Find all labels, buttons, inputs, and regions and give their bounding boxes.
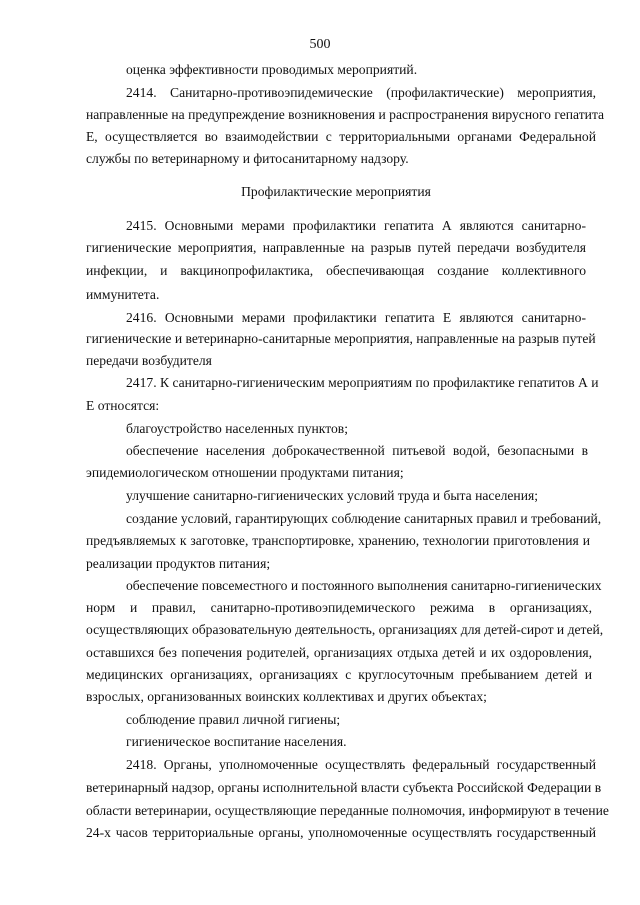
text-line: передачи возбудителя [86, 353, 212, 368]
text-line: осуществляющих образовательную деятельность, организациях для детей-сирот и детей, [86, 622, 604, 637]
text-line: 24-х часов территориальные органы, уполномоченные осуществлять государственный [86, 825, 596, 840]
text-line: оставшихся без попечения родителей, организациях отдыха детей и их оздоровления, [86, 645, 592, 660]
text-line: Е, осуществляется во взаимодействии с территориальными органами Федеральной [86, 129, 596, 144]
section-heading: Профилактические мероприятия [241, 184, 431, 199]
page-number: 500 [309, 37, 331, 52]
text-line: оценка эффективности проводимых мероприятий. [126, 62, 418, 77]
text-line: предъявляемых к заготовке, транспортировке, хранению, технологии приготовления и [86, 533, 590, 548]
text-line: направленные на предупреждение возникновения и распространения вирусного гепатита [86, 107, 605, 122]
text-line: 2418. Органы, уполномоченные осуществлять федеральный государственный [126, 757, 596, 772]
text-line: гигиеническое воспитание населения. [126, 734, 347, 749]
text-line: ветеринарный надзор, органы исполнительной власти субъекта Российской Федерации в [86, 780, 602, 795]
text-line: иммунитета. [86, 287, 160, 302]
text-line: гигиенические и ветеринарно-санитарные мероприятия, направленные на разрыв путей [86, 331, 596, 346]
text-line: гигиенические мероприятия, направленные на разрыв путей передачи возбудителя [86, 240, 586, 255]
text-line: норм и правил, санитарно-противоэпидемического режима в организациях, [86, 600, 592, 615]
text-line: службы по ветеринарному и фитосанитарному надзору. [86, 151, 409, 166]
text-line: медицинских организациях, организациях с круглосуточным пребыванием детей и [86, 667, 592, 682]
text-line: взрослых, организованных воинских коллективах и других объектах; [86, 689, 487, 704]
text-line: обеспечение населения доброкачественной питьевой водой, безопасными в [126, 443, 588, 458]
text-line: области ветеринарии, осуществляющие переданные полномочия, информируют в течение [86, 803, 609, 818]
text-line: реализации продуктов питания; [86, 556, 271, 571]
text-line: создание условий, гарантирующих соблюдение санитарных правил и требований, [126, 511, 602, 526]
text-line: соблюдение правил личной гигиены; [126, 712, 341, 727]
text-line: 2416. Основными мерами профилактики гепатита Е являются санитарно- [126, 310, 586, 325]
text-line: 2415. Основными мерами профилактики гепатита А являются санитарно- [126, 218, 586, 233]
text-line: улучшение санитарно-гигиенических условий труда и быта населения; [126, 488, 539, 503]
text-line: Е относятся: [86, 398, 160, 413]
text-line: эпидемиологическом отношении продуктами питания; [86, 465, 404, 480]
text-line: благоустройство населенных пунктов; [126, 421, 348, 436]
text-line: инфекции, и вакцинопрофилактика, обеспечивающая создание коллективного [86, 263, 586, 278]
text-line: 2414. Санитарно-противоэпидемические (профилактические) мероприятия, [126, 85, 596, 100]
text-line: 2417. К санитарно-гигиеническим мероприятиям по профилактике гепатитов А и [126, 375, 599, 390]
text-line: обеспечение повсеместного и постоянного выполнения санитарно-гигиенических [126, 578, 602, 593]
